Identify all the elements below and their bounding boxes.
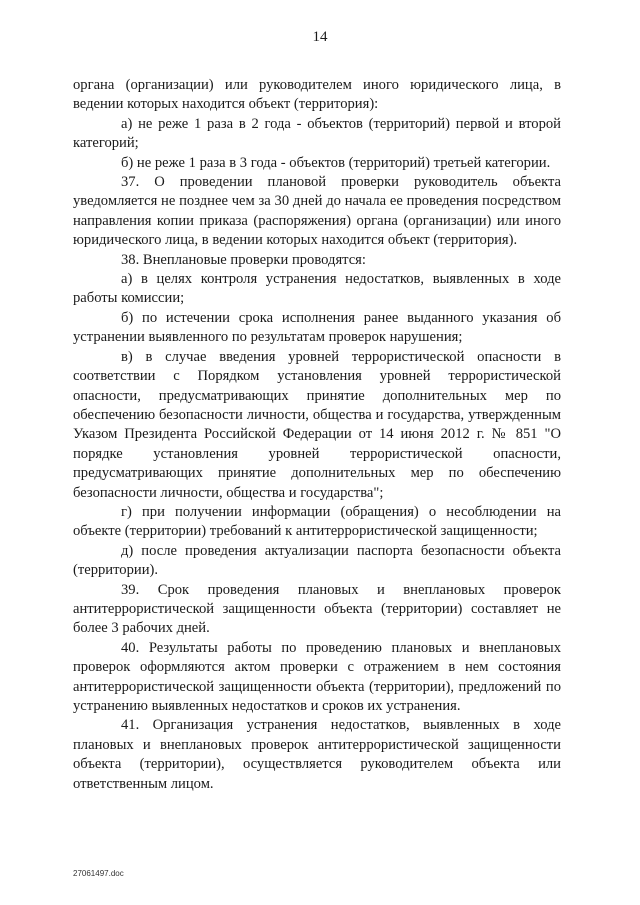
paragraph-item-a: а) не реже 1 раза в 2 года - объектов (территорий) первой и второй категорий;	[73, 115, 561, 152]
paragraph-38-v: в) в случае введения уровней террористической опасности в соответствии с Порядком установления уровней террористической опасности, предусматривающих принятие дополнительных мер по обеспечению безопасности личности, общества и государства, утвержденным Указом Президента Российской Федерации от 14 июня 2012 г. № 851 "О порядке установления уровней террористической опасности, предусматривающих принятие дополнительных мер по обеспечению безопасности личности, общества и государства";	[73, 348, 561, 501]
page-number: 14	[312, 29, 328, 45]
document-body	[73, 76, 561, 794]
paragraph-38-d: д) после проведения актуализации паспорта безопасности объекта (территории).	[73, 542, 561, 579]
paragraph-40: 40. Результаты работы по проведению плановых и внеплановых проверок оформляются актом проверки с отражением в нем состояния антитеррористической защищенности объекта (территории), предложений по устранению выявленных недостатков и сроков их устранения.	[73, 639, 561, 714]
document-filename: 27061497.doc	[73, 869, 124, 878]
paragraph-38: 38. Внеплановые проверки проводятся:	[121, 251, 366, 268]
paragraph-39: 39. Срок проведения плановых и внеплановых проверок антитеррористической защищенности объекта (территории) составляет не более 3 рабочих дней.	[73, 581, 561, 637]
paragraph-38-b: б) по истечении срока исполнения ранее выданного указания об устранении выявленного по результатам проверок нарушения;	[73, 309, 561, 346]
paragraph-37: 37. О проведении плановой проверки руководитель объекта уведомляется не позднее чем за 30 дней до начала ее проведения посредством направления копии приказа (распоряжения) органа (организации) или иного юридического лица, в ведении которых находится объект (территория).	[73, 174, 561, 249]
paragraph-38-a: а) в целях контроля устранения недостатков, выявленных в ходе работы комиссии;	[73, 271, 561, 307]
paragraph-41: 41. Организация устранения недостатков, выявленных в ходе плановых и внеплановых проверок антитеррористической защищенности объекта (территории), осуществляется руководителем объекта или ответственным лицом.	[73, 717, 561, 792]
paragraph-item-b: б) не реже 1 раза в 3 года - объектов (территорий) третьей категории.	[121, 154, 551, 171]
paragraph: органа (организации) или руководителем иного юридического лица, в ведении которых находится объект (территория):	[73, 77, 561, 113]
paragraph-38-g: г) при получении информации (обращения) о несоблюдении на объекте (территории) требований к антитеррористической защищенности;	[73, 503, 561, 540]
